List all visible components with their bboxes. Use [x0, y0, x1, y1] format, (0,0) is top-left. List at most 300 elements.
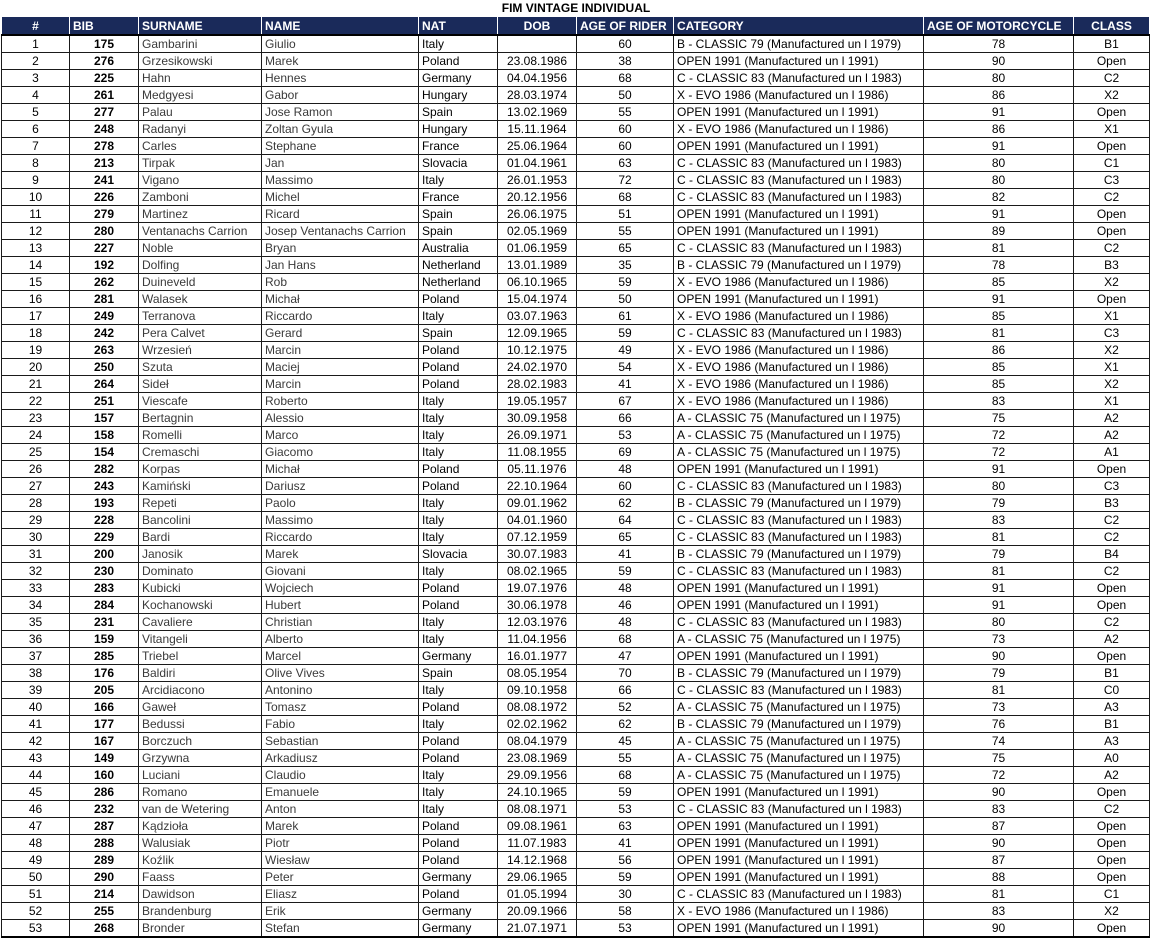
cell-number: 49: [2, 852, 70, 869]
cell-nat: Italy: [419, 716, 498, 733]
cell-class: X2: [1074, 903, 1150, 920]
cell-age-of-motorcycle: 90: [924, 784, 1074, 801]
table-row: [2, 512, 1150, 529]
cell-age-of-rider: 35: [577, 257, 674, 274]
cell-age-of-motorcycle: 91: [924, 597, 1074, 614]
cell-bib: 289: [70, 852, 139, 869]
cell-nat: Poland: [419, 342, 498, 359]
cell-age-of-motorcycle: 81: [924, 563, 1074, 580]
cell-surname: Tirpak: [139, 155, 262, 172]
table-row: [2, 801, 1150, 818]
table-row: [2, 393, 1150, 410]
cell-age-of-motorcycle: 72: [924, 444, 1074, 461]
col-header-age-of-rider: AGE OF RIDER: [577, 17, 674, 36]
cell-age-of-rider: 69: [577, 444, 674, 461]
cell-age-of-rider: 38: [577, 53, 674, 70]
cell-age-of-motorcycle: 78: [924, 257, 1074, 274]
cell-class: Open: [1074, 223, 1150, 240]
cell-age-of-motorcycle: 91: [924, 291, 1074, 308]
table-row: [2, 716, 1150, 733]
cell-name: Jan Hans: [262, 257, 419, 274]
cell-nat: Poland: [419, 852, 498, 869]
cell-age-of-rider: 41: [577, 546, 674, 563]
cell-class: X1: [1074, 308, 1150, 325]
cell-surname: Duineveld: [139, 274, 262, 291]
table-row: [2, 682, 1150, 699]
cell-dob: 08.04.1979: [498, 733, 577, 750]
cell-dob: 02.02.1962: [498, 716, 577, 733]
cell-class: X1: [1074, 121, 1150, 138]
cell-name: Marcel: [262, 648, 419, 665]
cell-category: C - CLASSIC 83 (Manufactured un l 1983): [674, 682, 924, 699]
cell-category: C - CLASSIC 83 (Manufactured un l 1983): [674, 325, 924, 342]
cell-number: 42: [2, 733, 70, 750]
cell-nat: Italy: [419, 444, 498, 461]
cell-number: 52: [2, 903, 70, 920]
cell-class: A3: [1074, 733, 1150, 750]
results-table: [1, 16, 1150, 938]
cell-bib: 242: [70, 325, 139, 342]
cell-class: A2: [1074, 767, 1150, 784]
col-header-class: CLASS: [1074, 17, 1150, 36]
cell-number: 9: [2, 172, 70, 189]
cell-nat: Netherland: [419, 274, 498, 291]
cell-age-of-rider: 63: [577, 818, 674, 835]
cell-nat: Germany: [419, 869, 498, 886]
cell-surname: Hahn: [139, 70, 262, 87]
cell-name: Eliasz: [262, 886, 419, 903]
cell-age-of-rider: 47: [577, 648, 674, 665]
cell-age-of-rider: 64: [577, 512, 674, 529]
cell-surname: Arcidiacono: [139, 682, 262, 699]
cell-dob: 19.05.1957: [498, 393, 577, 410]
cell-name: Antonino: [262, 682, 419, 699]
cell-nat: Italy: [419, 563, 498, 580]
cell-age-of-rider: 54: [577, 359, 674, 376]
table-row: [2, 614, 1150, 631]
cell-bib: 158: [70, 427, 139, 444]
table-row: [2, 665, 1150, 682]
cell-nat: Netherland: [419, 257, 498, 274]
cell-age-of-motorcycle: 85: [924, 274, 1074, 291]
cell-dob: 01.04.1961: [498, 155, 577, 172]
cell-bib: 160: [70, 767, 139, 784]
cell-nat: Italy: [419, 784, 498, 801]
table-row: [2, 461, 1150, 478]
cell-category: A - CLASSIC 75 (Manufactured un l 1975): [674, 427, 924, 444]
cell-dob: 11.04.1956: [498, 631, 577, 648]
cell-category: OPEN 1991 (Manufactured un l 1991): [674, 206, 924, 223]
cell-bib: 264: [70, 376, 139, 393]
table-row: [2, 240, 1150, 257]
cell-bib: 278: [70, 138, 139, 155]
cell-dob: 26.01.1953: [498, 172, 577, 189]
cell-surname: Szuta: [139, 359, 262, 376]
cell-name: Marek: [262, 818, 419, 835]
cell-bib: 166: [70, 699, 139, 716]
cell-nat: Poland: [419, 478, 498, 495]
cell-age-of-motorcycle: 87: [924, 852, 1074, 869]
cell-number: 47: [2, 818, 70, 835]
cell-surname: Palau: [139, 104, 262, 121]
cell-age-of-motorcycle: 81: [924, 682, 1074, 699]
cell-class: X1: [1074, 393, 1150, 410]
cell-class: C2: [1074, 529, 1150, 546]
cell-nat: Poland: [419, 376, 498, 393]
cell-category: C - CLASSIC 83 (Manufactured un l 1983): [674, 529, 924, 546]
cell-class: C0: [1074, 682, 1150, 699]
cell-age-of-motorcycle: 90: [924, 920, 1074, 938]
cell-dob: 22.10.1964: [498, 478, 577, 495]
cell-nat: Poland: [419, 818, 498, 835]
cell-bib: 226: [70, 189, 139, 206]
cell-nat: Slovacia: [419, 155, 498, 172]
cell-dob: 20.12.1956: [498, 189, 577, 206]
cell-surname: Romano: [139, 784, 262, 801]
cell-age-of-rider: 65: [577, 240, 674, 257]
cell-nat: Poland: [419, 733, 498, 750]
cell-class: Open: [1074, 852, 1150, 869]
cell-nat: Poland: [419, 835, 498, 852]
cell-age-of-motorcycle: 83: [924, 512, 1074, 529]
cell-class: B4: [1074, 546, 1150, 563]
cell-surname: van de Wetering: [139, 801, 262, 818]
cell-nat: Italy: [419, 495, 498, 512]
cell-name: Rob: [262, 274, 419, 291]
cell-class: A3: [1074, 699, 1150, 716]
cell-category: OPEN 1991 (Manufactured un l 1991): [674, 648, 924, 665]
cell-number: 13: [2, 240, 70, 257]
cell-category: A - CLASSIC 75 (Manufactured un l 1975): [674, 750, 924, 767]
cell-dob: 11.07.1983: [498, 835, 577, 852]
cell-nat: France: [419, 138, 498, 155]
table-row: [2, 223, 1150, 240]
cell-nat: Italy: [419, 35, 498, 53]
cell-surname: Carles: [139, 138, 262, 155]
cell-dob: 24.02.1970: [498, 359, 577, 376]
cell-number: 45: [2, 784, 70, 801]
cell-class: X2: [1074, 274, 1150, 291]
cell-nat: Poland: [419, 461, 498, 478]
cell-age-of-motorcycle: 72: [924, 427, 1074, 444]
cell-age-of-rider: 53: [577, 427, 674, 444]
cell-age-of-motorcycle: 81: [924, 325, 1074, 342]
table-row: [2, 903, 1150, 920]
cell-surname: Medgyesi: [139, 87, 262, 104]
cell-name: Wiesław: [262, 852, 419, 869]
cell-nat: Poland: [419, 699, 498, 716]
cell-dob: 03.07.1963: [498, 308, 577, 325]
table-row: [2, 529, 1150, 546]
cell-number: 8: [2, 155, 70, 172]
cell-bib: 262: [70, 274, 139, 291]
table-row: [2, 53, 1150, 70]
cell-age-of-motorcycle: 91: [924, 104, 1074, 121]
cell-surname: Zamboni: [139, 189, 262, 206]
cell-age-of-rider: 50: [577, 291, 674, 308]
cell-number: 30: [2, 529, 70, 546]
cell-age-of-rider: 72: [577, 172, 674, 189]
cell-nat: Italy: [419, 512, 498, 529]
cell-class: C2: [1074, 240, 1150, 257]
cell-name: Hubert: [262, 597, 419, 614]
cell-age-of-motorcycle: 88: [924, 869, 1074, 886]
col-header-category: CATEGORY: [674, 17, 924, 36]
cell-nat: Italy: [419, 529, 498, 546]
cell-class: C2: [1074, 512, 1150, 529]
cell-name: Jose Ramon: [262, 104, 419, 121]
cell-nat: Germany: [419, 648, 498, 665]
cell-dob: 05.11.1976: [498, 461, 577, 478]
cell-dob: 09.01.1962: [498, 495, 577, 512]
table-row: [2, 852, 1150, 869]
table-row: [2, 87, 1150, 104]
cell-dob: 24.10.1965: [498, 784, 577, 801]
cell-name: Hennes: [262, 70, 419, 87]
cell-category: C - CLASSIC 83 (Manufactured un l 1983): [674, 886, 924, 903]
cell-nat: Poland: [419, 597, 498, 614]
cell-dob: [498, 35, 577, 53]
cell-class: A2: [1074, 410, 1150, 427]
cell-age-of-motorcycle: 80: [924, 478, 1074, 495]
cell-class: C3: [1074, 478, 1150, 495]
table-row: [2, 886, 1150, 903]
cell-number: 46: [2, 801, 70, 818]
cell-category: OPEN 1991 (Manufactured un l 1991): [674, 223, 924, 240]
cell-name: Michel: [262, 189, 419, 206]
cell-dob: 01.05.1994: [498, 886, 577, 903]
cell-age-of-motorcycle: 83: [924, 903, 1074, 920]
cell-name: Josep Ventanachs Carrion: [262, 223, 419, 240]
cell-category: OPEN 1991 (Manufactured un l 1991): [674, 291, 924, 308]
cell-dob: 25.06.1964: [498, 138, 577, 155]
cell-surname: Kochanowski: [139, 597, 262, 614]
cell-age-of-rider: 46: [577, 597, 674, 614]
cell-surname: Grzywna: [139, 750, 262, 767]
cell-category: C - CLASSIC 83 (Manufactured un l 1983): [674, 189, 924, 206]
cell-age-of-rider: 52: [577, 699, 674, 716]
table-row: [2, 376, 1150, 393]
cell-bib: 285: [70, 648, 139, 665]
cell-surname: Vigano: [139, 172, 262, 189]
cell-name: Claudio: [262, 767, 419, 784]
cell-age-of-rider: 62: [577, 495, 674, 512]
cell-dob: 28.02.1983: [498, 376, 577, 393]
cell-number: 29: [2, 512, 70, 529]
table-row: [2, 648, 1150, 665]
cell-dob: 09.08.1961: [498, 818, 577, 835]
cell-age-of-rider: 55: [577, 223, 674, 240]
cell-age-of-rider: 60: [577, 121, 674, 138]
cell-bib: 225: [70, 70, 139, 87]
cell-name: Tomasz: [262, 699, 419, 716]
cell-nat: Poland: [419, 886, 498, 903]
cell-nat: Italy: [419, 682, 498, 699]
cell-number: 2: [2, 53, 70, 70]
cell-category: B - CLASSIC 79 (Manufactured un l 1979): [674, 35, 924, 53]
cell-bib: 157: [70, 410, 139, 427]
cell-bib: 279: [70, 206, 139, 223]
cell-name: Marcin: [262, 376, 419, 393]
cell-name: Fabio: [262, 716, 419, 733]
cell-age-of-rider: 66: [577, 410, 674, 427]
cell-age-of-motorcycle: 79: [924, 665, 1074, 682]
cell-age-of-rider: 60: [577, 35, 674, 53]
cell-bib: 227: [70, 240, 139, 257]
cell-category: B - CLASSIC 79 (Manufactured un l 1979): [674, 665, 924, 682]
table-row: [2, 580, 1150, 597]
cell-category: OPEN 1991 (Manufactured un l 1991): [674, 461, 924, 478]
cell-dob: 13.01.1989: [498, 257, 577, 274]
cell-bib: 268: [70, 920, 139, 938]
cell-dob: 11.08.1955: [498, 444, 577, 461]
cell-surname: Vitangeli: [139, 631, 262, 648]
cell-name: Peter: [262, 869, 419, 886]
cell-number: 31: [2, 546, 70, 563]
cell-age-of-motorcycle: 86: [924, 121, 1074, 138]
cell-number: 18: [2, 325, 70, 342]
cell-dob: 16.01.1977: [498, 648, 577, 665]
cell-category: C - CLASSIC 83 (Manufactured un l 1983): [674, 155, 924, 172]
cell-bib: 241: [70, 172, 139, 189]
cell-surname: Terranova: [139, 308, 262, 325]
col-header-bib: BIB: [70, 17, 139, 36]
cell-name: Alessio: [262, 410, 419, 427]
cell-bib: 261: [70, 87, 139, 104]
cell-category: OPEN 1991 (Manufactured un l 1991): [674, 580, 924, 597]
cell-class: Open: [1074, 53, 1150, 70]
cell-class: B1: [1074, 716, 1150, 733]
cell-class: C3: [1074, 172, 1150, 189]
cell-age-of-motorcycle: 81: [924, 240, 1074, 257]
cell-name: Roberto: [262, 393, 419, 410]
cell-category: A - CLASSIC 75 (Manufactured un l 1975): [674, 699, 924, 716]
cell-nat: Italy: [419, 614, 498, 631]
cell-name: Giacomo: [262, 444, 419, 461]
cell-age-of-rider: 61: [577, 308, 674, 325]
cell-number: 22: [2, 393, 70, 410]
cell-surname: Sideł: [139, 376, 262, 393]
cell-nat: Spain: [419, 665, 498, 682]
cell-surname: Walusiak: [139, 835, 262, 852]
cell-surname: Noble: [139, 240, 262, 257]
cell-number: 27: [2, 478, 70, 495]
cell-number: 5: [2, 104, 70, 121]
cell-dob: 15.11.1964: [498, 121, 577, 138]
table-row: [2, 563, 1150, 580]
cell-age-of-rider: 48: [577, 580, 674, 597]
cell-name: Bryan: [262, 240, 419, 257]
cell-bib: 228: [70, 512, 139, 529]
cell-number: 4: [2, 87, 70, 104]
cell-nat: Hungary: [419, 121, 498, 138]
cell-dob: 30.07.1983: [498, 546, 577, 563]
cell-surname: Dolfing: [139, 257, 262, 274]
cell-dob: 01.06.1959: [498, 240, 577, 257]
cell-age-of-rider: 55: [577, 750, 674, 767]
cell-nat: Germany: [419, 70, 498, 87]
cell-class: Open: [1074, 291, 1150, 308]
cell-name: Sebastian: [262, 733, 419, 750]
cell-age-of-rider: 67: [577, 393, 674, 410]
cell-nat: Spain: [419, 104, 498, 121]
cell-surname: Cavaliere: [139, 614, 262, 631]
cell-name: Michał: [262, 291, 419, 308]
cell-nat: Poland: [419, 53, 498, 70]
cell-dob: 04.04.1956: [498, 70, 577, 87]
cell-nat: Italy: [419, 410, 498, 427]
cell-surname: Bedussi: [139, 716, 262, 733]
cell-dob: 12.03.1976: [498, 614, 577, 631]
cell-bib: 276: [70, 53, 139, 70]
cell-number: 48: [2, 835, 70, 852]
cell-number: 15: [2, 274, 70, 291]
cell-age-of-rider: 48: [577, 461, 674, 478]
cell-age-of-motorcycle: 91: [924, 138, 1074, 155]
cell-nat: Germany: [419, 920, 498, 938]
table-row: [2, 70, 1150, 87]
cell-bib: 231: [70, 614, 139, 631]
cell-name: Alberto: [262, 631, 419, 648]
cell-name: Gabor: [262, 87, 419, 104]
cell-number: 14: [2, 257, 70, 274]
cell-bib: 159: [70, 631, 139, 648]
cell-name: Maciej: [262, 359, 419, 376]
cell-bib: 250: [70, 359, 139, 376]
table-row: [2, 427, 1150, 444]
cell-name: Massimo: [262, 172, 419, 189]
cell-age-of-motorcycle: 90: [924, 835, 1074, 852]
cell-nat: Germany: [419, 903, 498, 920]
cell-class: Open: [1074, 597, 1150, 614]
cell-name: Michał: [262, 461, 419, 478]
cell-nat: Poland: [419, 580, 498, 597]
cell-number: 43: [2, 750, 70, 767]
cell-category: X - EVO 1986 (Manufactured un l 1986): [674, 308, 924, 325]
cell-dob: 30.09.1958: [498, 410, 577, 427]
cell-category: OPEN 1991 (Manufactured un l 1991): [674, 835, 924, 852]
cell-nat: Hungary: [419, 87, 498, 104]
cell-category: OPEN 1991 (Manufactured un l 1991): [674, 852, 924, 869]
cell-dob: 02.05.1969: [498, 223, 577, 240]
cell-class: Open: [1074, 138, 1150, 155]
cell-surname: Bronder: [139, 920, 262, 938]
cell-name: Erik: [262, 903, 419, 920]
cell-bib: 283: [70, 580, 139, 597]
cell-surname: Repeti: [139, 495, 262, 512]
cell-age-of-rider: 68: [577, 189, 674, 206]
cell-surname: Bertagnin: [139, 410, 262, 427]
cell-dob: 14.12.1968: [498, 852, 577, 869]
cell-age-of-motorcycle: 85: [924, 308, 1074, 325]
col-header-nat: NAT: [419, 17, 498, 36]
cell-nat: France: [419, 189, 498, 206]
cell-age-of-rider: 50: [577, 87, 674, 104]
cell-surname: Bardi: [139, 529, 262, 546]
cell-age-of-motorcycle: 89: [924, 223, 1074, 240]
cell-number: 6: [2, 121, 70, 138]
cell-bib: 288: [70, 835, 139, 852]
table-row: [2, 597, 1150, 614]
cell-name: Arkadiusz: [262, 750, 419, 767]
cell-age-of-motorcycle: 86: [924, 342, 1074, 359]
table-row: [2, 325, 1150, 342]
cell-name: Riccardo: [262, 308, 419, 325]
cell-number: 24: [2, 427, 70, 444]
cell-number: 10: [2, 189, 70, 206]
cell-number: 3: [2, 70, 70, 87]
cell-name: Stefan: [262, 920, 419, 938]
